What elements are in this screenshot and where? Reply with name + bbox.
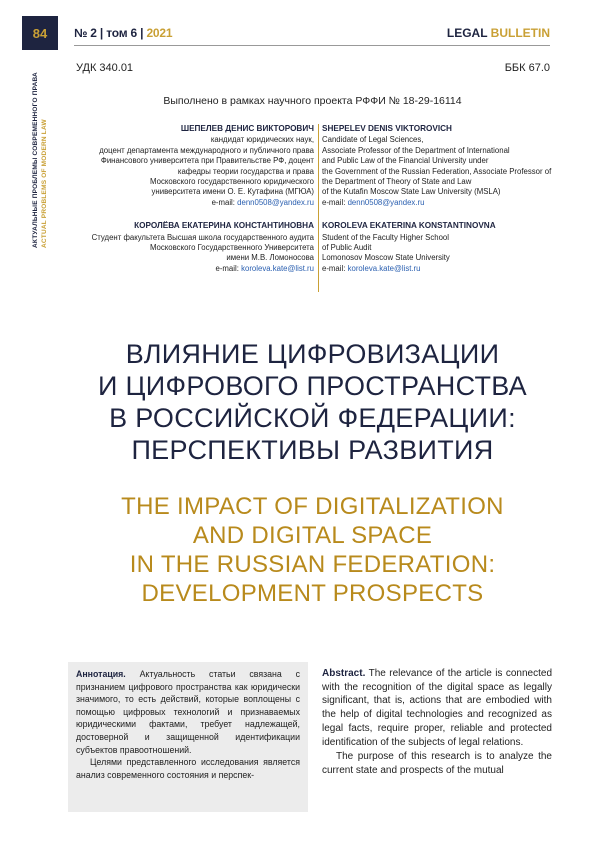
author-affiliation-line: Московского государственного юридического	[150, 177, 314, 187]
email-label: e-mail:	[211, 197, 235, 207]
author-affiliation-line: кандидат юридических наук,	[210, 135, 314, 145]
issue-info: № 2 | том 6 | 2021	[74, 26, 173, 40]
title-en-line: IN THE RUSSIAN FEDERATION:	[129, 551, 496, 578]
author-name: КОРОЛЁВА ЕКАТЕРИНА КОНСТАНТИНОВНА	[134, 221, 314, 231]
title-ru-line: В РОССИЙСКОЙ ФЕДЕРАЦИИ:	[109, 403, 516, 433]
author-affiliation-line: Финансового университета при Правительстве РФ, доцент	[100, 156, 314, 166]
authors-ru-column	[60, 124, 314, 274]
abstract-ru-text: Актуальность статьи связана с признанием цифрового пространства как юридически значимого, то есть действий, которые воплощены с помощью цифровых технологий и признаваемых юридическими фактами, требует надлежащей, достоверной и защищенной идентификации субъектов правоотношений.	[76, 669, 300, 755]
abstract-en-text: The relevance of the article is connected with the recognition of the digital space as legally significant, that is, actions that are embodied with the help of digital technologies and recognized as legal facts, require proper, reliable and protected identification of the subjects of legal relations.	[322, 668, 552, 748]
email-label: e-mail:	[322, 263, 346, 273]
author-affiliation-line: Московского Государственного Университета	[149, 243, 314, 253]
page-number-badge	[22, 16, 58, 50]
author-email-link[interactable]: denn0508@yandex.ru	[237, 197, 314, 207]
author-affiliation-line: Associate Professor of the Department of International	[322, 145, 510, 155]
abstract-en-paragraph	[322, 667, 552, 749]
author-email-row	[322, 264, 572, 274]
author-affiliation-line: Студент факультета Высшая школа государственного аудита	[91, 232, 314, 242]
author-affiliation-line: Student of the Faculty Higher School	[322, 232, 449, 242]
author-name: KOROLEVA EKATERINA KONSTANTINOVNA	[322, 221, 496, 231]
journal-name-part2: BULLETIN	[490, 26, 550, 40]
sidebar-running-title	[32, 58, 50, 248]
author-email-row	[60, 198, 314, 208]
email-label: e-mail:	[215, 263, 239, 273]
author-affiliation-line: имени М.В. Ломоносова	[226, 253, 314, 263]
title-ru-line: ВЛИЯНИЕ ЦИФРОВИЗАЦИИ	[125, 339, 500, 369]
issue-volume: том 6	[106, 26, 138, 40]
issue-number: № 2	[74, 26, 97, 40]
abstract-en-paragraph: The purpose of this research is to analyze the current state and prospects of the mutual	[322, 751, 552, 776]
header-divider	[74, 45, 550, 46]
author-affiliation-line: Lomonosov Moscow State University	[322, 253, 450, 263]
project-note: Выполнено в рамках научного проекта РФФИ № 18-29-16114	[163, 95, 462, 107]
author-ru-2	[60, 221, 314, 274]
author-email-link[interactable]: koroleva.kate@list.ru	[241, 263, 314, 273]
abstract-ru-label: Аннотация.	[76, 669, 126, 679]
author-email-row	[60, 264, 314, 274]
udk-code: УДК 340.01	[76, 62, 134, 74]
article-title-ru	[0, 338, 595, 466]
author-en-2	[322, 221, 572, 274]
abstract-en-label: Abstract.	[322, 668, 366, 679]
abstract-en	[314, 662, 560, 783]
title-ru-line: И ЦИФРОВОГО ПРОСТРАНСТВА	[98, 371, 527, 401]
title-en-line: AND DIGITAL SPACE	[192, 522, 433, 549]
authors-en-column	[322, 124, 572, 274]
abstract-ru	[68, 662, 308, 812]
author-name: ШЕПЕЛЕВ ДЕНИС ВИКТОРОВИЧ	[180, 124, 314, 133]
author-affiliation-line: the Government of the Russian Federation, Associate Professor of	[322, 166, 552, 176]
bbk-code: ББК 67.0	[504, 62, 550, 74]
author-affiliation-line: of the Kutafin Moscow State Law University (MSLA)	[322, 187, 501, 197]
issue-year: 2021	[146, 26, 173, 40]
author-affiliation-line: доцент департамента международного и публичного права	[99, 145, 314, 155]
journal-name-part1: LEGAL	[446, 26, 488, 40]
sidebar-title-ru: АКТУАЛЬНЫЕ ПРОБЛЕМЫ СОВРЕМЕННОГО ПРАВА	[32, 72, 39, 248]
email-label: e-mail:	[322, 197, 346, 207]
page-number: 84	[32, 25, 48, 41]
author-en-1	[322, 124, 572, 208]
author-name: SHEPELEV DENIS VIKTOROVICH	[322, 124, 452, 133]
authors-column-divider	[318, 124, 319, 292]
title-en-line: THE IMPACT OF DIGITALIZATION	[121, 493, 504, 520]
author-affiliation-line: кафедры теории государства и права	[177, 166, 314, 176]
author-affiliation-line: and Public Law of the Financial University under	[322, 156, 489, 166]
authors-section	[60, 124, 565, 299]
abstract-ru-paragraph	[76, 668, 300, 756]
sidebar-title-en: ACTUAL PROBLEMS OF MODERN LAW	[41, 119, 48, 248]
title-en-line: DEVELOPMENT PROSPECTS	[141, 580, 484, 607]
article-title-en	[0, 492, 595, 608]
journal-name	[447, 26, 550, 40]
author-affiliation-line: of Public Audit	[322, 243, 372, 253]
author-email-link[interactable]: koroleva.kate@list.ru	[347, 263, 421, 273]
author-ru-1	[60, 124, 314, 208]
author-affiliation-line: Candidate of Legal Sciences,	[322, 135, 424, 145]
author-affiliation-line: the Department of Theory of State and Law	[322, 177, 472, 187]
author-email-link[interactable]: denn0508@yandex.ru	[347, 197, 425, 207]
title-ru-line: ПЕРСПЕКТИВЫ РАЗВИТИЯ	[131, 435, 494, 465]
abstract-ru-paragraph: Целями представленного исследования является анализ современного состояния и перспек-	[76, 757, 300, 780]
author-affiliation-line: университета имени О. Е. Кутафина (МГЮА)	[151, 187, 314, 197]
author-email-row	[322, 198, 572, 208]
